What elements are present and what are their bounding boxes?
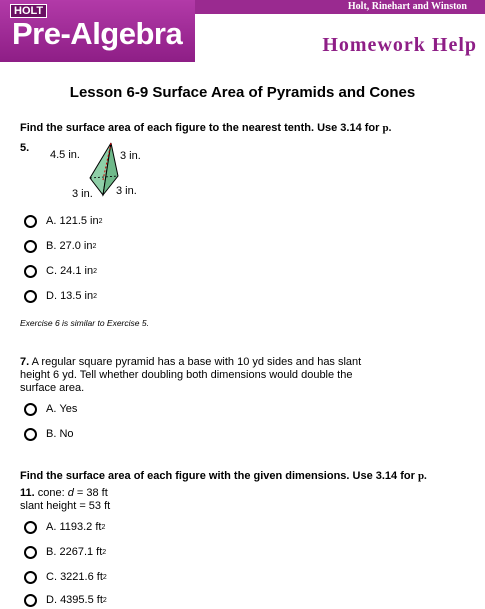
label-bottom-right: 3 in.	[116, 185, 137, 197]
question-7-text: A regular square pyramid has a base with 10 yd sides and has slant height 6 yd. Tell whether doubling both dimensions would double the surface area.	[20, 356, 362, 394]
q5-choice-b[interactable]	[24, 237, 96, 255]
label-slant: 4.5 in.	[50, 149, 80, 161]
label-bottom-left: 3 in.	[72, 188, 93, 200]
radio-button[interactable]	[24, 571, 37, 584]
choice-exponent: 2	[102, 573, 107, 581]
header-banner	[0, 0, 485, 62]
choice-exponent: 2	[93, 267, 97, 275]
choice-letter: D.	[46, 594, 57, 606]
q11-line1-rest: = 38 ft	[73, 487, 108, 499]
book-title: Pre-Algebra	[12, 16, 183, 51]
choice-letter: D.	[46, 290, 57, 302]
choice-value: 4395.5 ft	[60, 594, 103, 606]
q11-choice-c[interactable]	[24, 568, 107, 586]
label-top-right: 3 in.	[120, 150, 141, 162]
choice-value: 27.0 in	[59, 240, 93, 252]
choice-value: 24.1 in	[60, 265, 94, 277]
instructions-2	[20, 470, 427, 482]
choice-letter: C.	[46, 571, 57, 583]
instructions-1	[20, 122, 391, 134]
choice-value: 3221.6 ft	[60, 571, 103, 583]
question-11-number: 11.	[20, 487, 35, 499]
radio-button[interactable]	[24, 594, 37, 607]
choice-value: 121.5 in	[59, 215, 99, 227]
pi-symbol: p.	[382, 122, 392, 134]
q11-line1-prefix: cone:	[37, 487, 68, 499]
instructions-1-text: Find the surface area of each figure to the nearest tenth. Use 3.14 for	[20, 122, 383, 134]
question-11	[20, 487, 370, 513]
radio-button[interactable]	[24, 265, 37, 278]
radio-button[interactable]	[24, 546, 37, 559]
choice-letter: B.	[46, 240, 57, 252]
choice-exponent: 2	[102, 596, 107, 604]
choice-letter: B.	[46, 428, 57, 440]
choice-letter: A.	[46, 521, 57, 533]
lesson-title: Lesson 6-9 Surface Area of Pyramids and Cones	[69, 84, 416, 101]
choice-letter: B.	[46, 546, 57, 558]
q11-choice-d[interactable]	[24, 591, 107, 609]
choice-value: No	[59, 428, 74, 440]
publisher-name: Holt, Rinehart and Winston	[347, 1, 467, 12]
q11-choice-b[interactable]	[24, 543, 106, 561]
question-7	[20, 356, 370, 395]
q7-choice-a[interactable]	[24, 400, 77, 418]
choice-exponent: 2	[101, 523, 106, 531]
q5-choice-a[interactable]	[24, 212, 103, 230]
choice-value: Yes	[59, 403, 78, 415]
exercise-note: Exercise 6 is similar to Exercise 5.	[20, 318, 149, 328]
question-7-number: 7.	[20, 356, 30, 368]
q5-choice-c[interactable]	[24, 262, 97, 280]
choice-letter: C.	[46, 265, 57, 277]
radio-button[interactable]	[24, 521, 37, 534]
choice-value: 1193.2 ft	[59, 521, 102, 533]
choice-value: 2267.1 ft	[59, 546, 103, 558]
q11-line2: slant height = 53 ft	[20, 500, 111, 512]
choice-letter: A.	[46, 215, 57, 227]
choice-exponent: 2	[93, 292, 97, 300]
section-title: Homework Help	[322, 34, 477, 56]
q7-choice-b[interactable]	[24, 425, 74, 443]
radio-button[interactable]	[24, 240, 37, 253]
choice-exponent: 2	[92, 242, 97, 250]
holt-badge: HOLT	[10, 4, 47, 18]
q11-variable: d	[67, 487, 74, 499]
radio-button[interactable]	[24, 215, 37, 228]
choice-exponent: 2	[98, 217, 103, 225]
radio-button[interactable]	[24, 403, 37, 416]
instructions-2-text: Find the surface area of each figure with the given dimensions. Use 3.14 for	[20, 470, 418, 482]
pi-symbol: p.	[417, 470, 427, 482]
choice-exponent: 2	[102, 548, 107, 556]
pyramid-figure	[48, 140, 158, 202]
q11-choice-a[interactable]	[24, 518, 105, 536]
q5-choice-d[interactable]	[24, 287, 97, 305]
radio-button[interactable]	[24, 290, 37, 303]
choice-letter: A.	[46, 403, 57, 415]
choice-value: 13.5 in	[60, 290, 94, 302]
question-5-number: 5.	[20, 142, 30, 154]
radio-button[interactable]	[24, 428, 37, 441]
